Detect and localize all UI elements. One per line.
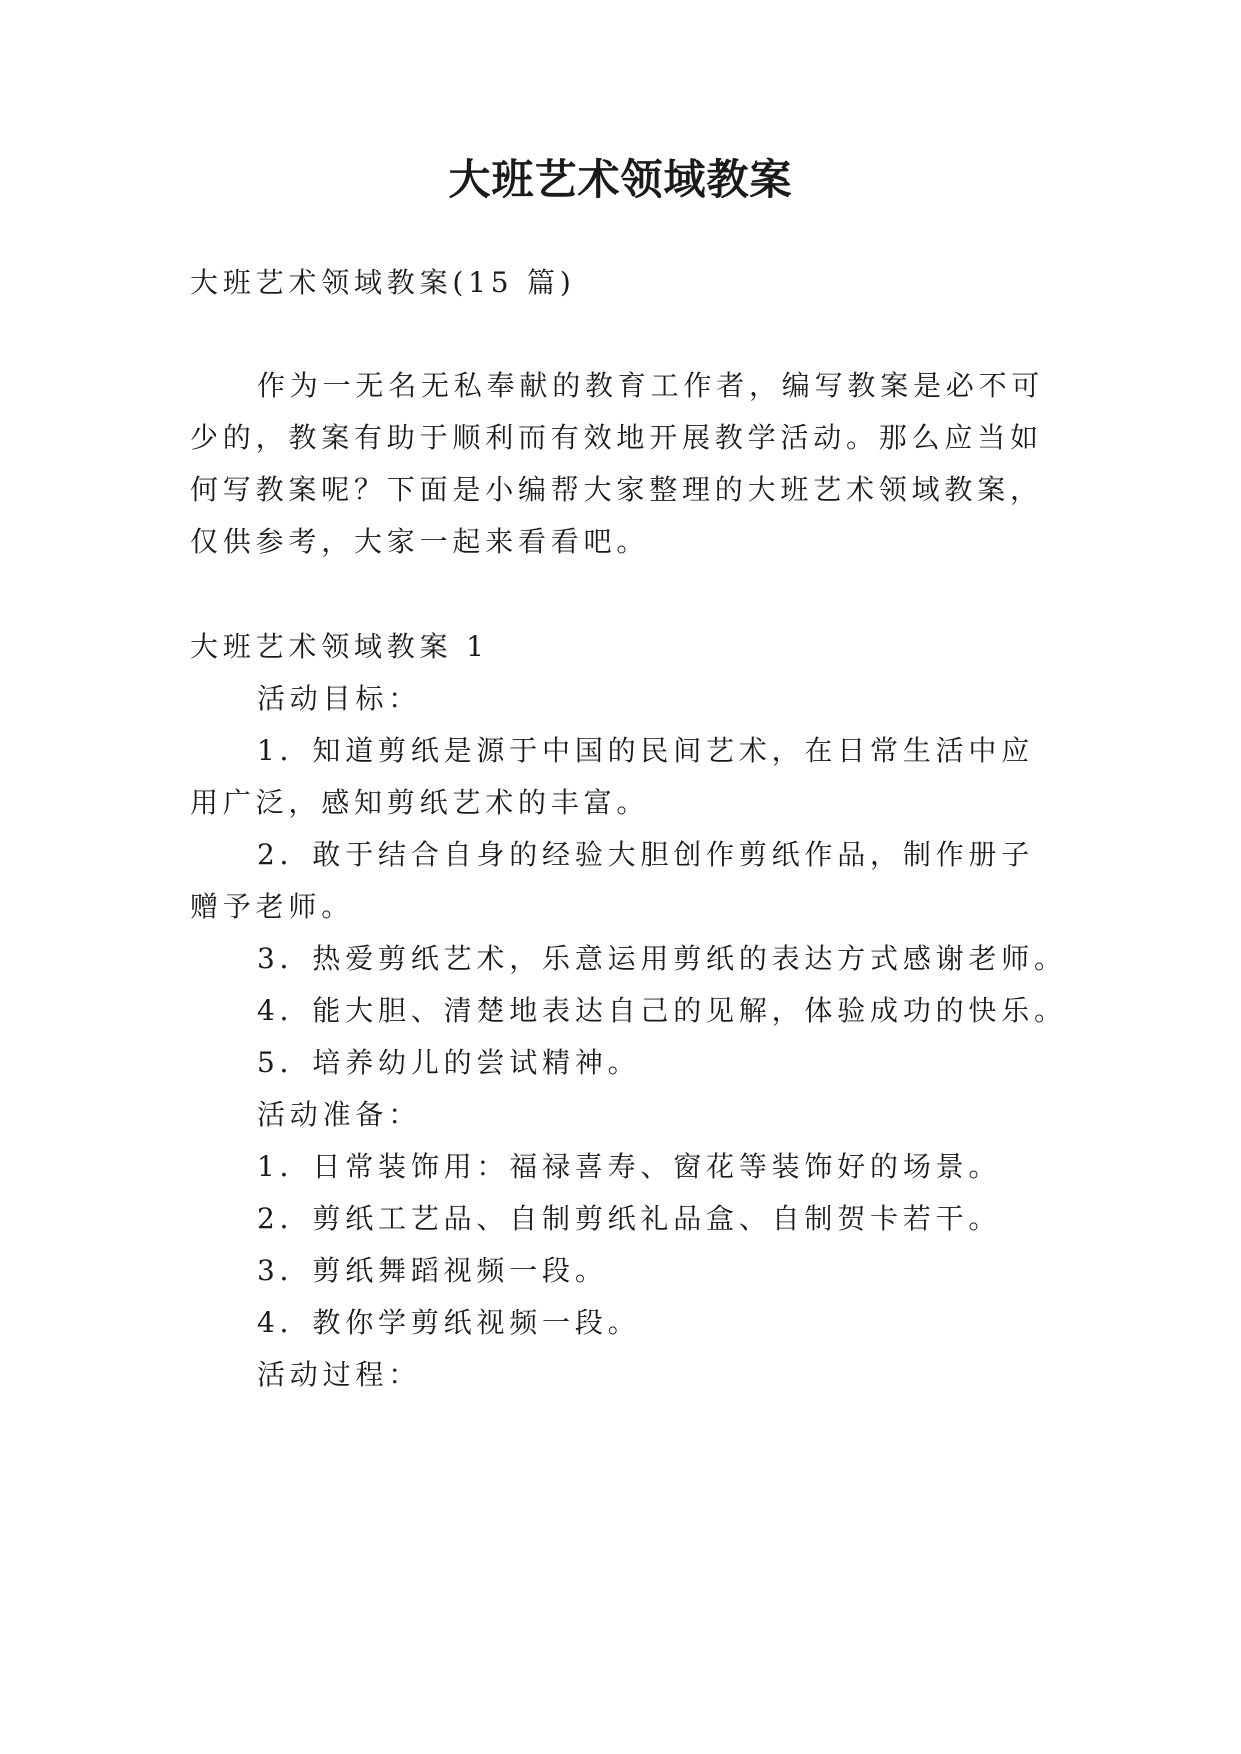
prep-heading: 活动准备： xyxy=(257,1098,422,1131)
prep-line: 1．日常装饰用：福禄喜寿、窗花等装饰好的场景。 xyxy=(257,1150,1002,1183)
intro-line: 何写教案呢？下面是小编帮大家整理的大班艺术领域教案， xyxy=(190,473,1043,506)
goal-line: 用广泛，感知剪纸艺术的丰富。 xyxy=(190,786,650,819)
goal-line: 5．培养幼儿的尝试精神。 xyxy=(257,1046,641,1079)
prep-line: 3．剪纸舞蹈视频一段。 xyxy=(257,1254,608,1287)
goal-line: 3．热爱剪纸艺术，乐意运用剪纸的表达方式感谢老师。 xyxy=(257,942,1067,975)
goal-line: 4．能大胆、清楚地表达自己的见解，体验成功的快乐。 xyxy=(257,994,1067,1027)
prep-line: 4．教你学剪纸视频一段。 xyxy=(257,1306,641,1339)
goal-line: 1．知道剪纸是源于中国的民间艺术，在日常生活中应 xyxy=(257,734,1035,767)
document-subtitle: 大班艺术领域教案(15 篇) xyxy=(190,266,576,299)
goals-heading: 活动目标： xyxy=(257,682,422,715)
goal-line: 2．敢于结合自身的经验大胆创作剪纸作品，制作册子 xyxy=(257,838,1035,871)
prep-line: 2．剪纸工艺品、自制剪纸礼品盒、自制贺卡若干。 xyxy=(257,1202,1002,1235)
process-heading: 活动过程： xyxy=(257,1358,422,1391)
document-title: 大班艺术领域教案 xyxy=(448,155,793,204)
section-heading: 大班艺术领域教案 1 xyxy=(190,630,489,663)
intro-line: 作为一无名无私奉献的教育工作者，编写教案是必不可 xyxy=(257,369,1045,402)
goal-line: 赠予老师。 xyxy=(190,890,355,923)
intro-line: 少的，教案有助于顺利而有效地开展教学活动。那么应当如 xyxy=(190,421,1043,454)
intro-line: 仅供参考，大家一起来看看吧。 xyxy=(190,525,650,558)
